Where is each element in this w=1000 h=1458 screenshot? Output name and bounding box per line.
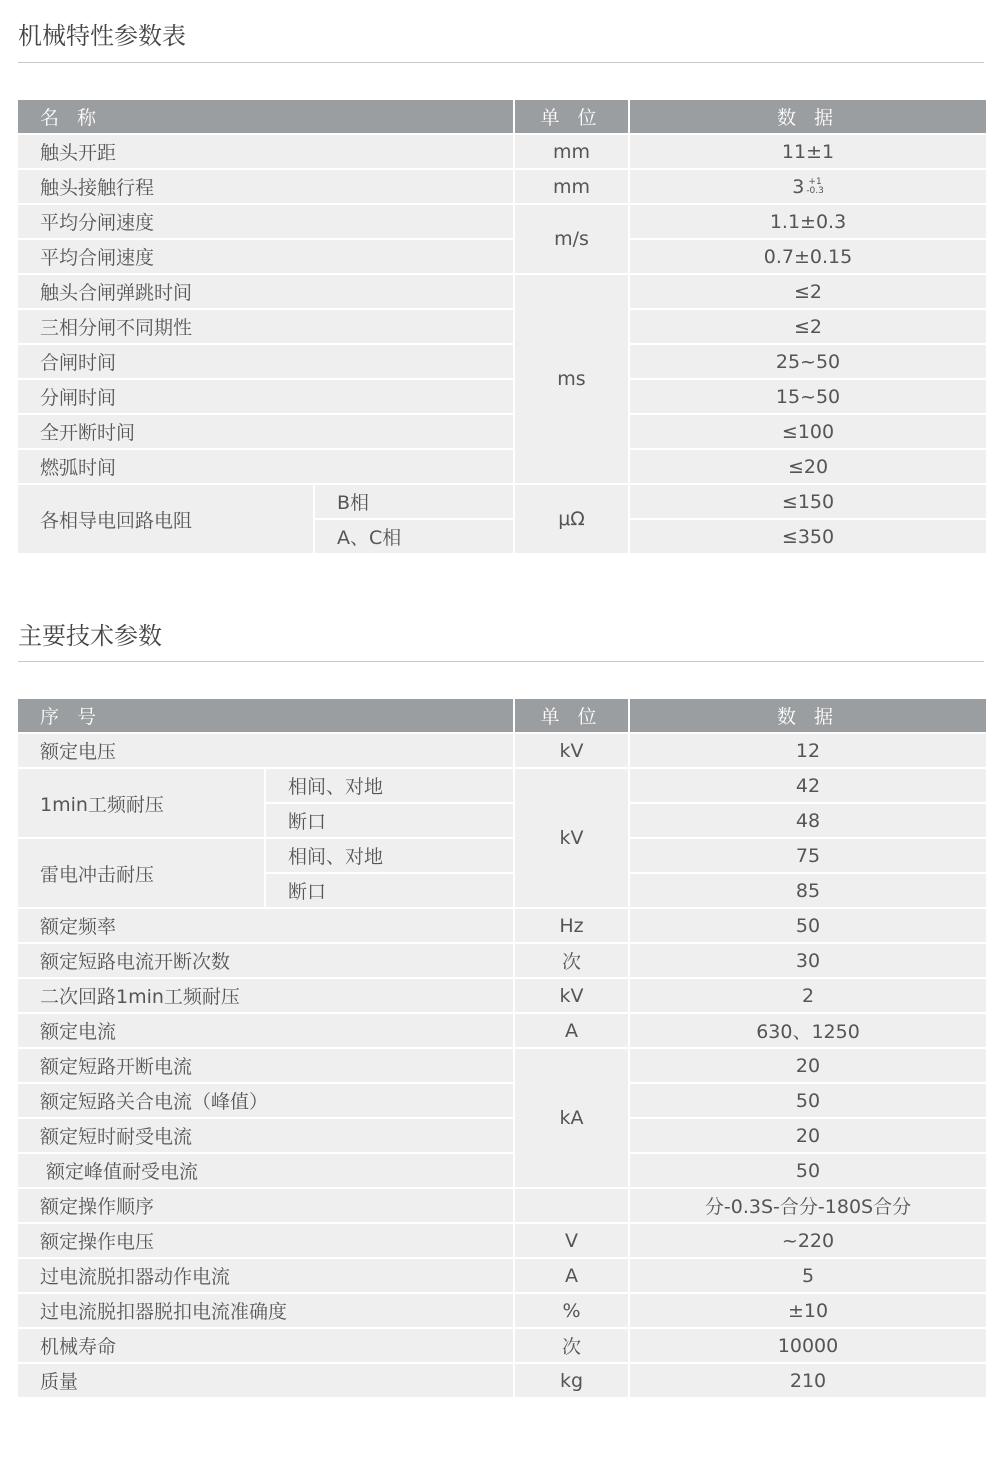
table-cell: ms <box>514 274 629 484</box>
table-cell: A <box>514 1013 629 1048</box>
table-cell: 额定电压 <box>17 733 514 768</box>
table-row <box>17 1083 987 1118</box>
table-cell: 15~50 <box>629 379 987 414</box>
table-cell: 额定频率 <box>17 908 514 943</box>
table-row <box>17 1293 987 1328</box>
table-cell <box>514 1188 629 1223</box>
table-row <box>17 484 987 519</box>
table-cell: 平均分闸速度 <box>17 204 514 239</box>
table-cell: 机械寿命 <box>17 1328 514 1363</box>
table-cell: 相间、对地 <box>265 768 514 803</box>
table-cell: 210 <box>629 1363 987 1398</box>
table-cell: 10000 <box>629 1328 987 1363</box>
table-cell: m/s <box>514 204 629 274</box>
table-cell: 30 <box>629 943 987 978</box>
table-cell: ±10 <box>629 1293 987 1328</box>
section-title-technical: 主要技术参数 <box>18 622 162 650</box>
table-cell: A <box>514 1258 629 1293</box>
table-cell: 额定操作顺序 <box>17 1188 514 1223</box>
table-row <box>17 274 987 309</box>
table-cell: mm <box>514 134 629 169</box>
header-unit: 单 位 <box>514 99 629 134</box>
table-header <box>17 99 987 134</box>
table-cell: 75 <box>629 838 987 873</box>
table-row <box>17 309 987 344</box>
header-value: 数 据 <box>629 698 987 733</box>
table-cell: mm <box>514 169 629 204</box>
table-cell: 5 <box>629 1258 987 1293</box>
table-cell: A、C相 <box>314 519 514 554</box>
table-row <box>17 1153 987 1188</box>
table-cell: μΩ <box>514 484 629 554</box>
table-cell: 合闸时间 <box>17 344 514 379</box>
table-cell: 1min工频耐压 <box>17 768 265 838</box>
table-cell: 额定短路关合电流（峰值） <box>17 1083 514 1118</box>
table-cell: 各相导电回路电阻 <box>17 484 314 554</box>
table-cell: 额定峰值耐受电流 <box>17 1153 514 1188</box>
table-cell: 12 <box>629 733 987 768</box>
table-cell: 分闸时间 <box>17 379 514 414</box>
table-cell: kg <box>514 1363 629 1398</box>
mechanical-table <box>16 98 988 555</box>
table-cell: 2 <box>629 978 987 1013</box>
table-cell: 50 <box>629 1083 987 1118</box>
table-row <box>17 1363 987 1398</box>
table-cell: ≤100 <box>629 414 987 449</box>
table-cell: 20 <box>629 1048 987 1083</box>
table-cell: 0.7±0.15 <box>629 239 987 274</box>
table-cell: 触头接触行程 <box>17 169 514 204</box>
table-cell: 过电流脱扣器脱扣电流准确度 <box>17 1293 514 1328</box>
table-row <box>17 943 987 978</box>
tol-plus: +1 <box>808 177 822 187</box>
table-row <box>17 1188 987 1223</box>
table-cell: V <box>514 1223 629 1258</box>
table-row <box>17 978 987 1013</box>
table-cell: 额定电流 <box>17 1013 514 1048</box>
table-cell: 50 <box>629 908 987 943</box>
table-cell: ≤2 <box>629 274 987 309</box>
table-cell: 断口 <box>265 873 514 908</box>
tol-minus: -0.3 <box>806 186 824 196</box>
table-cell: 分-0.3S-合分-180S合分 <box>629 1188 987 1223</box>
table-cell: 触头合闸弹跳时间 <box>17 274 514 309</box>
table-cell: 次 <box>514 943 629 978</box>
table-cell: kV <box>514 733 629 768</box>
table-cell: Hz <box>514 908 629 943</box>
table-row <box>17 204 987 239</box>
table-cell: 次 <box>514 1328 629 1363</box>
table-cell: 42 <box>629 768 987 803</box>
table-row <box>17 1328 987 1363</box>
table-cell: 1.1±0.3 <box>629 204 987 239</box>
table-cell: 燃弧时间 <box>17 449 514 484</box>
table-cell: 25~50 <box>629 344 987 379</box>
table-cell: ~220 <box>629 1223 987 1258</box>
table-cell: 48 <box>629 803 987 838</box>
table-cell: 额定短路电流开断次数 <box>17 943 514 978</box>
table-cell: 触头开距 <box>17 134 514 169</box>
table-row <box>17 908 987 943</box>
table-cell: 质量 <box>17 1363 514 1398</box>
table-cell: 三相分闸不同期性 <box>17 309 514 344</box>
table-cell: ≤20 <box>629 449 987 484</box>
table-row <box>17 239 987 274</box>
table-cell: 50 <box>629 1153 987 1188</box>
table-cell: 20 <box>629 1118 987 1153</box>
table-cell: 雷电冲击耐压 <box>17 838 265 908</box>
table-cell: B相 <box>314 484 514 519</box>
table-row <box>17 1013 987 1048</box>
header-value: 数 据 <box>629 99 987 134</box>
section-title-mechanical: 机械特性参数表 <box>18 22 186 50</box>
divider <box>18 661 984 662</box>
table-row <box>17 379 987 414</box>
table-row <box>17 1258 987 1293</box>
table-cell: 额定操作电压 <box>17 1223 514 1258</box>
table-cell: 二次回路1min工频耐压 <box>17 978 514 1013</box>
table-cell <box>629 169 987 204</box>
table-row <box>17 344 987 379</box>
table-row <box>17 134 987 169</box>
table-header <box>17 698 987 733</box>
tolerance <box>806 178 824 196</box>
table-cell: 断口 <box>265 803 514 838</box>
table-row <box>17 733 987 768</box>
header-unit: 单 位 <box>514 698 629 733</box>
table-cell: 平均合闸速度 <box>17 239 514 274</box>
table-row <box>17 1048 987 1083</box>
table-cell: kV <box>514 768 629 908</box>
table-cell: kA <box>514 1048 629 1188</box>
table-row <box>17 449 987 484</box>
technical-table <box>16 697 988 1399</box>
divider <box>18 62 984 63</box>
table-row <box>17 169 987 204</box>
table-row <box>17 768 987 803</box>
value: 3 <box>792 175 805 198</box>
table-cell: kV <box>514 978 629 1013</box>
table-cell: ≤350 <box>629 519 987 554</box>
table-cell: ≤150 <box>629 484 987 519</box>
table-row <box>17 1118 987 1153</box>
header-name: 名 称 <box>17 99 514 134</box>
table-cell: 额定短路开断电流 <box>17 1048 514 1083</box>
header-index: 序 号 <box>17 698 514 733</box>
table-cell: 85 <box>629 873 987 908</box>
table-row <box>17 1223 987 1258</box>
table-cell: 额定短时耐受电流 <box>17 1118 514 1153</box>
table-cell: ≤2 <box>629 309 987 344</box>
table-cell: 相间、对地 <box>265 838 514 873</box>
table-cell: 630、1250 <box>629 1013 987 1048</box>
table-row <box>17 838 987 873</box>
table-cell: 全开断时间 <box>17 414 514 449</box>
table-cell: 11±1 <box>629 134 987 169</box>
table-cell: % <box>514 1293 629 1328</box>
table-row <box>17 414 987 449</box>
table-cell: 过电流脱扣器动作电流 <box>17 1258 514 1293</box>
